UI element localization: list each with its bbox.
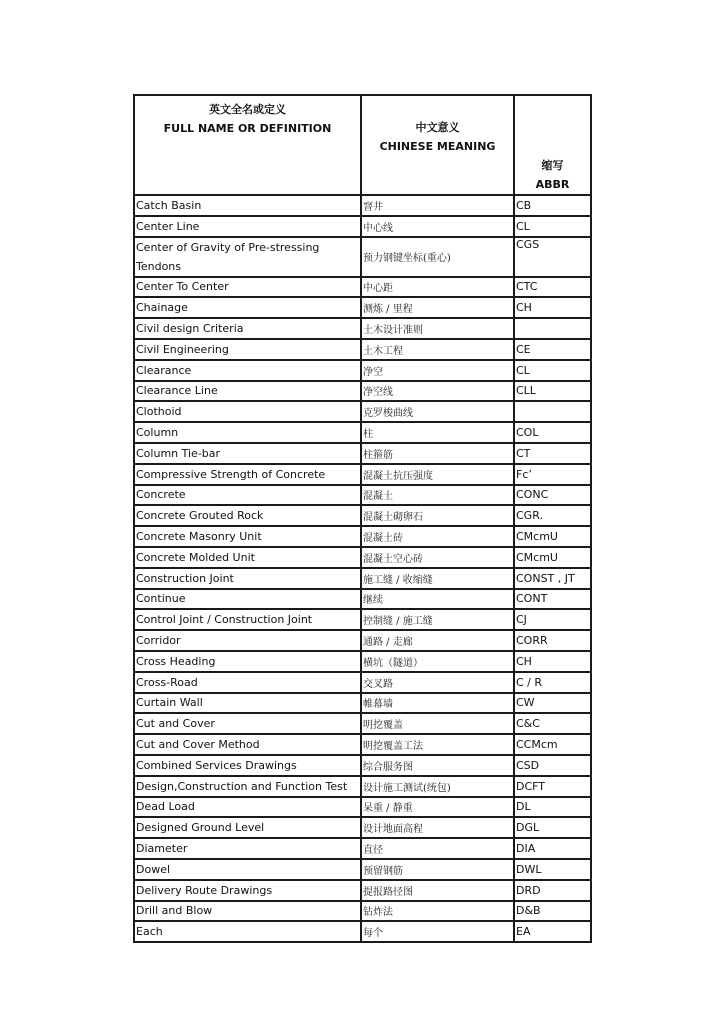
chinese-meaning-cell: 预力钢键坐标(重心)	[361, 237, 514, 277]
table-row	[134, 609, 591, 630]
abbr-cell: CW	[514, 693, 591, 714]
header-chinese-meaning-en: CHINESE MEANING	[379, 140, 496, 153]
table-row	[134, 630, 591, 651]
full-name-cell: Concrete Masonry Unit	[134, 526, 361, 547]
table-row	[134, 589, 591, 610]
chinese-meaning-cell: 混凝土砖	[361, 526, 514, 547]
full-name-cell: Cross-Road	[134, 672, 361, 693]
table-row	[134, 713, 591, 734]
full-name-cell: Drill and Blow	[134, 901, 361, 922]
table-row	[134, 318, 591, 339]
abbr-cell	[514, 401, 591, 422]
abbr-cell: DWL	[514, 859, 591, 880]
table-row	[134, 297, 591, 318]
full-name-cell: Chainage	[134, 297, 361, 318]
chinese-meaning-cell: 设计地面高程	[361, 817, 514, 838]
full-name-cell: Compressive Strength of Concrete	[134, 464, 361, 485]
chinese-meaning-cell: 提报路径图	[361, 880, 514, 901]
chinese-meaning-cell: 施工缝 / 收缩缝	[361, 568, 514, 589]
abbr-cell	[514, 318, 591, 339]
abbr-cell: CONST , JT	[514, 568, 591, 589]
table-row	[134, 216, 591, 237]
chinese-meaning-cell: 直径	[361, 838, 514, 859]
table-row	[134, 485, 591, 506]
table-row	[134, 651, 591, 672]
table-row	[134, 401, 591, 422]
table-row	[134, 859, 591, 880]
table-row	[134, 568, 591, 589]
table-row	[134, 776, 591, 797]
table-row	[134, 505, 591, 526]
full-name-cell: Curtain Wall	[134, 693, 361, 714]
chinese-meaning-cell: 混凝土空心砖	[361, 547, 514, 568]
chinese-meaning-cell: 净空线	[361, 381, 514, 402]
abbr-cell: CJ	[514, 609, 591, 630]
abbr-cell: CSD	[514, 755, 591, 776]
full-name-cell: Delivery Route Drawings	[134, 880, 361, 901]
chinese-meaning-cell: 预留钢筋	[361, 859, 514, 880]
table-row	[134, 277, 591, 298]
chinese-meaning-cell: 继续	[361, 589, 514, 610]
abbr-cell: DGL	[514, 817, 591, 838]
table-row	[134, 422, 591, 443]
table-row	[134, 672, 591, 693]
chinese-meaning-cell: 明挖覆盖工法	[361, 734, 514, 755]
full-name-cell: Continue	[134, 589, 361, 610]
chinese-meaning-cell: 混凝土	[361, 485, 514, 506]
table-row	[134, 195, 591, 216]
abbr-cell: CORR	[514, 630, 591, 651]
full-name-cell: Clothoid	[134, 401, 361, 422]
abbr-cell: CB	[514, 195, 591, 216]
full-name-cell: Cross Heading	[134, 651, 361, 672]
full-name-cell: Designed Ground Level	[134, 817, 361, 838]
abbr-cell: DL	[514, 797, 591, 818]
abbr-cell: CLL	[514, 381, 591, 402]
header-full-name-zh: 英文全名或定义	[209, 103, 286, 116]
full-name-cell: Dowel	[134, 859, 361, 880]
chinese-meaning-cell: 每个	[361, 921, 514, 942]
header-chinese-meaning-zh: 中文意义	[415, 121, 460, 134]
abbr-cell: CGS	[514, 237, 591, 277]
abbr-cell: CMcmU	[514, 547, 591, 568]
full-name-cell: Concrete Grouted Rock	[134, 505, 361, 526]
header-row	[134, 95, 591, 195]
header-full-name	[134, 95, 361, 195]
table-row	[134, 693, 591, 714]
chinese-meaning-cell: 明挖覆盖	[361, 713, 514, 734]
abbr-cell: C / R	[514, 672, 591, 693]
table-row	[134, 921, 591, 942]
abbr-cell: CT	[514, 443, 591, 464]
chinese-meaning-cell: 柱	[361, 422, 514, 443]
full-name-cell: Combined Services Drawings	[134, 755, 361, 776]
chinese-meaning-cell: 中心距	[361, 277, 514, 298]
abbr-cell: CH	[514, 297, 591, 318]
full-name-cell: Diameter	[134, 838, 361, 859]
table-row	[134, 734, 591, 755]
header-abbr-zh: 缩写	[541, 159, 564, 172]
full-name-cell: Center To Center	[134, 277, 361, 298]
table-row	[134, 880, 591, 901]
full-name-cell: Each	[134, 921, 361, 942]
header-abbr-en: ABBR	[535, 178, 570, 191]
chinese-meaning-cell: 混凝土砌卵石	[361, 505, 514, 526]
abbr-cell: CMcmU	[514, 526, 591, 547]
abbr-cell: DRD	[514, 880, 591, 901]
abbr-cell: Fc’	[514, 464, 591, 485]
full-name-cell: Concrete	[134, 485, 361, 506]
full-name-cell: Column	[134, 422, 361, 443]
full-name-cell: Column Tie-bar	[134, 443, 361, 464]
chinese-meaning-cell: 土木工程	[361, 339, 514, 360]
abbr-cell: C&C	[514, 713, 591, 734]
abbr-cell: CL	[514, 216, 591, 237]
chinese-meaning-cell: 通路 / 走廊	[361, 630, 514, 651]
table-row	[134, 817, 591, 838]
full-name-cell: Corridor	[134, 630, 361, 651]
table-row	[134, 464, 591, 485]
chinese-meaning-cell: 横坑（隧道）	[361, 651, 514, 672]
table-row	[134, 547, 591, 568]
full-name-cell: Clearance	[134, 360, 361, 381]
full-name-cell: Design,Construction and Function Test	[134, 776, 361, 797]
table-row	[134, 237, 591, 277]
full-name-cell: Construction Joint	[134, 568, 361, 589]
abbr-cell: DIA	[514, 838, 591, 859]
abbr-cell: CONC	[514, 485, 591, 506]
chinese-meaning-cell: 克罗梭曲线	[361, 401, 514, 422]
abbr-cell: D&B	[514, 901, 591, 922]
table-row	[134, 360, 591, 381]
table-row	[134, 339, 591, 360]
chinese-meaning-cell: 中心线	[361, 216, 514, 237]
chinese-meaning-cell: 窨井	[361, 195, 514, 216]
full-name-cell: Dead Load	[134, 797, 361, 818]
abbr-cell: CGR.	[514, 505, 591, 526]
header-abbr	[514, 95, 591, 195]
full-name-cell: Cut and Cover Method	[134, 734, 361, 755]
full-name-cell: Cut and Cover	[134, 713, 361, 734]
abbr-cell: CONT	[514, 589, 591, 610]
abbr-cell: DCFT	[514, 776, 591, 797]
abbr-cell: EA	[514, 921, 591, 942]
table-row	[134, 755, 591, 776]
header-chinese-meaning	[361, 95, 514, 195]
chinese-meaning-cell: 柱箍筋	[361, 443, 514, 464]
table-row	[134, 381, 591, 402]
full-name-cell: Center Line	[134, 216, 361, 237]
chinese-meaning-cell: 帷幕墙	[361, 693, 514, 714]
full-name-cell: Civil Engineering	[134, 339, 361, 360]
chinese-meaning-cell: 交叉路	[361, 672, 514, 693]
header-full-name-en: FULL NAME OR DEFINITION	[163, 122, 332, 135]
abbr-cell: CCMcm	[514, 734, 591, 755]
table-row	[134, 901, 591, 922]
chinese-meaning-cell: 呆重 / 静重	[361, 797, 514, 818]
chinese-meaning-cell: 控制缝 / 施工缝	[361, 609, 514, 630]
abbr-cell: CTC	[514, 277, 591, 298]
full-name-cell: Concrete Molded Unit	[134, 547, 361, 568]
table-row	[134, 838, 591, 859]
abbr-cell: CH	[514, 651, 591, 672]
chinese-meaning-cell: 测炼 / 里程	[361, 297, 514, 318]
abbreviation-table	[133, 94, 592, 943]
table-row	[134, 526, 591, 547]
chinese-meaning-cell: 设计施工测试(统包)	[361, 776, 514, 797]
chinese-meaning-cell: 土木设计准则	[361, 318, 514, 339]
full-name-cell: Civil design Criteria	[134, 318, 361, 339]
chinese-meaning-cell: 净空	[361, 360, 514, 381]
full-name-cell: Catch Basin	[134, 195, 361, 216]
chinese-meaning-cell: 综合服务图	[361, 755, 514, 776]
full-name-cell: Clearance Line	[134, 381, 361, 402]
table-row	[134, 443, 591, 464]
abbr-cell: CL	[514, 360, 591, 381]
chinese-meaning-cell: 混凝土抗压强度	[361, 464, 514, 485]
abbr-cell: COL	[514, 422, 591, 443]
table-body	[134, 195, 591, 942]
chinese-meaning-cell: 钻炸法	[361, 901, 514, 922]
table-row	[134, 797, 591, 818]
abbr-cell: CE	[514, 339, 591, 360]
full-name-cell: Center of Gravity of Pre-stressing Tendons	[134, 237, 361, 277]
full-name-cell: Control Joint / Construction Joint	[134, 609, 361, 630]
